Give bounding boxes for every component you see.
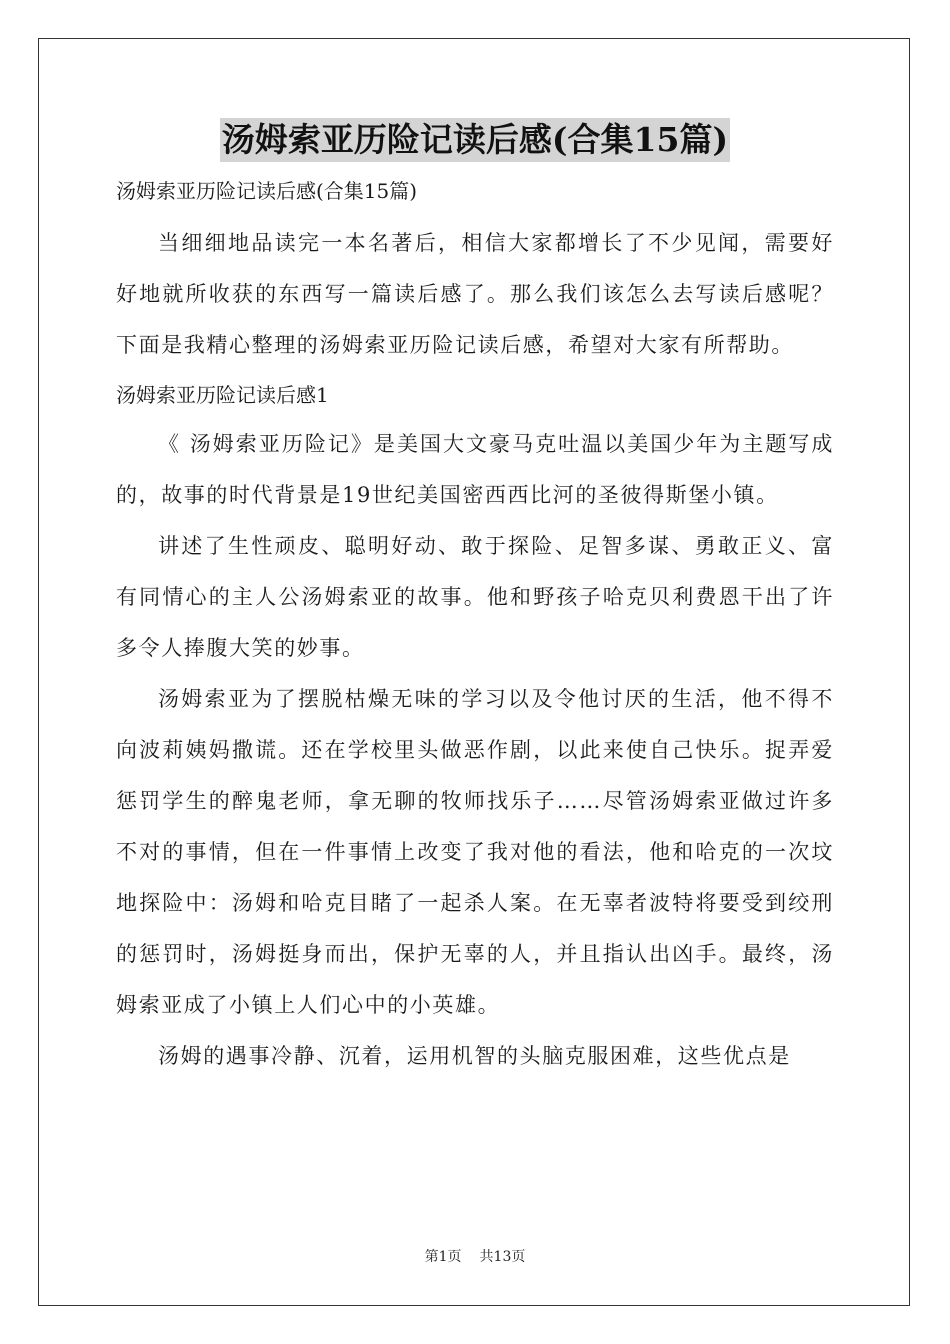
page-total: 共13页 [479,1249,526,1265]
body-paragraph: 讲述了生性顽皮、聪明好动、敢于探险、足智多谋、勇敢正义、富有同情心的主人公汤姆索亚的故事。他和野孩子哈克贝利费恩干出了许多令人捧腹大笑的妙事。 [116,534,834,660]
body-paragraph: 汤姆的遇事冷静、沉着，运用机智的头脑克服困难，这些优点是 [158,1044,791,1068]
document-subtitle: 汤姆索亚历险记读后感(合集15篇) [116,179,418,203]
intro-paragraph: 当细细地品读完一本名著后，相信大家都增长了不少见闻，需要好好地就所收获的东西写一篇读后感了。那么我们该怎么去写读后感呢？下面是我精心整理的汤姆索亚历险记读后感，希望对大家有所帮助。 [116,231,834,357]
document-body [116,118,834,1082]
body-paragraph: 汤姆索亚为了摆脱枯燥无味的学习以及令他讨厌的生活，他不得不向波莉姨妈撒谎。还在学校里头做恶作剧，以此来使自己快乐。捉弄爱惩罚学生的醉鬼老师，拿无聊的牧师找乐子……尽管汤姆索亚做过许多不对的事情，但在一件事情上改变了我对他的看法，他和哈克的一次坟地探险中：汤姆和哈克目睹了一起杀人案。在无辜者波特将要受到绞刑的惩罚时，汤姆挺身而出，保护无辜的人，并且指认出凶手。最终，汤姆索亚成了小镇上人们心中的小英雄。 [116,687,834,1017]
body-paragraph: 《 汤姆索亚历险记》是美国大文豪马克吐温以美国少年为主题写成的，故事的时代背景是19世纪美国密西西比河的圣彼得斯堡小镇。 [116,432,834,507]
page-number: 第1页 [424,1249,462,1265]
title-container [116,118,834,162]
page-footer [0,1246,950,1266]
section-heading: 汤姆索亚历险记读后感1 [116,383,329,407]
document-title: 汤姆索亚历险记读后感(合集15篇) [220,118,730,162]
